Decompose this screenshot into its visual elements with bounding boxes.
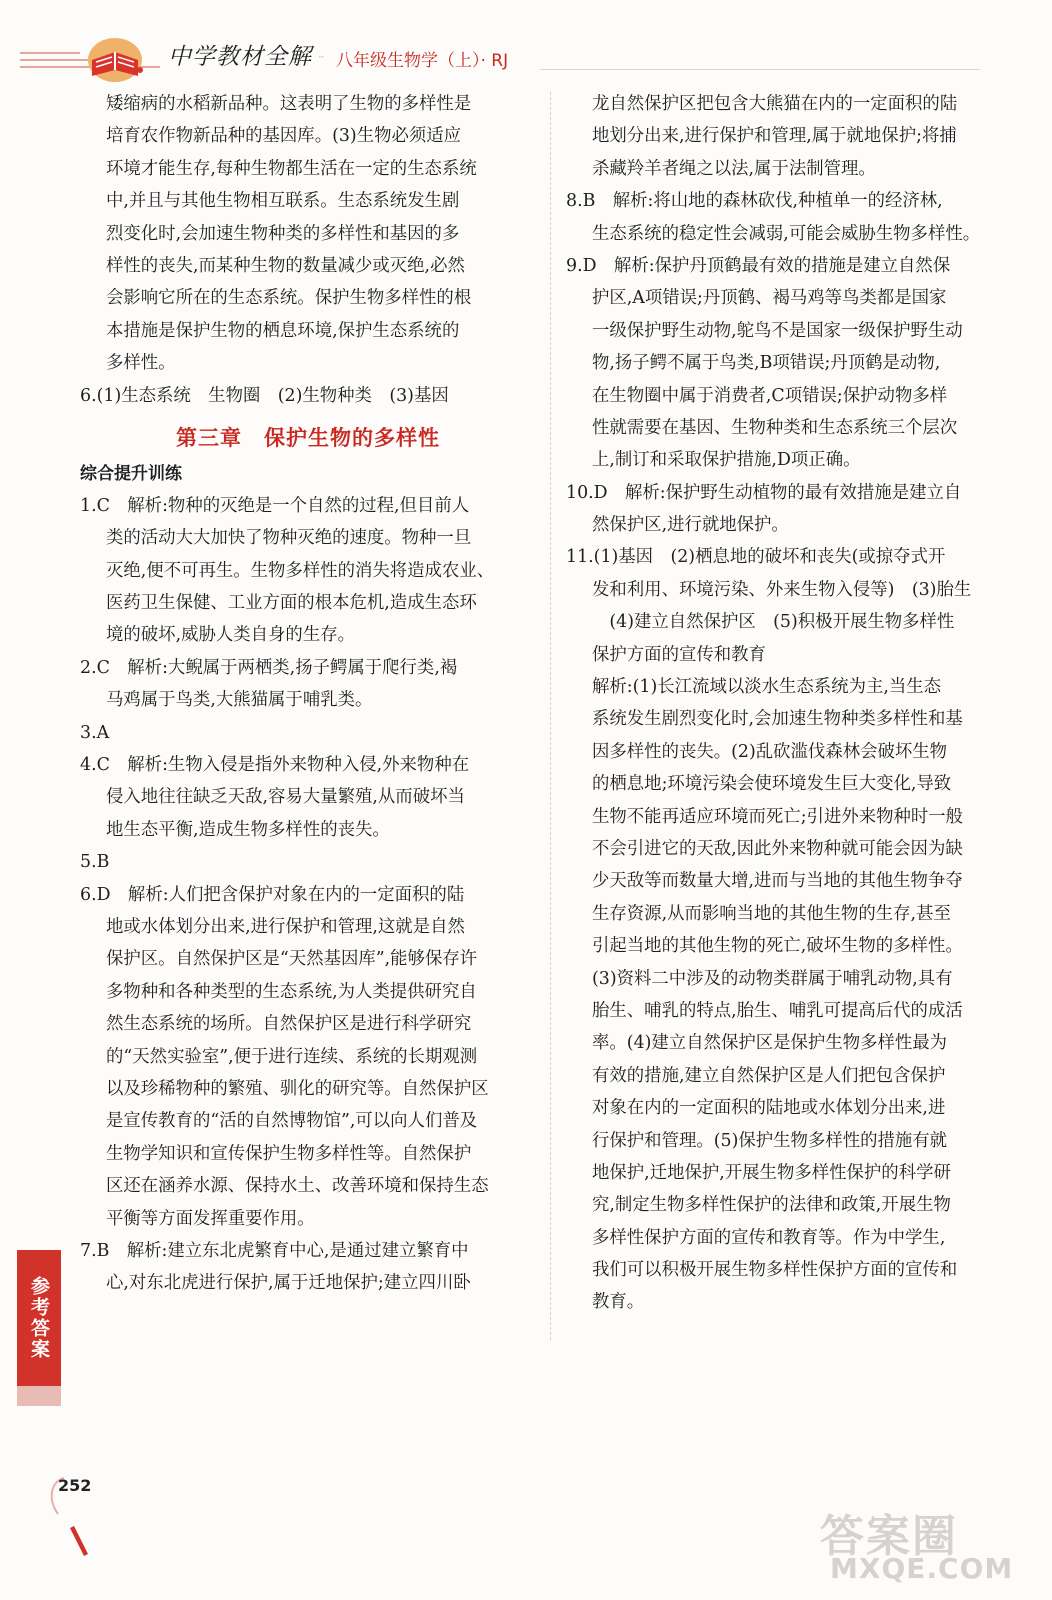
text-line: 然生态系统的场所。自然保护区是进行科学研究 — [106, 1014, 472, 1035]
text-line: 会影响它所在的生态系统。保护生物多样性的根 — [106, 288, 472, 309]
text-line: 少天敌等而数量大增,进而与当地的其他生物争夺 — [592, 871, 963, 892]
text-line: 5.B — [80, 852, 110, 873]
text-line: 胎生、哺乳的特点,胎生、哺乳可提高后代的成活 — [592, 1000, 963, 1021]
text-line: 以及珍稀物种的繁殖、驯化的研究等。自然保护区 — [106, 1078, 489, 1099]
right-column — [566, 88, 1002, 1319]
text-line: 有效的措施,建立自然保护区是人们把包含保护 — [592, 1065, 946, 1086]
text-line: 物,扬子鳄不属于鸟类,B项错误;丹顶鹤是动物, — [592, 353, 941, 374]
text-line: 本措施是保护生物的栖息环境,保护生态系统的 — [106, 320, 460, 341]
text-line: 地生态平衡,造成生物多样性的丧失。 — [106, 819, 390, 840]
text-line: 因多样性的丧失。(2)乱砍滥伐森林会破坏生物 — [592, 741, 948, 762]
text-line: 生态系统的稳定性会减弱,可能会威胁生物多样性。 — [592, 223, 981, 244]
text-line: 多样性保护方面的宣传和教育等。作为中学生, — [592, 1227, 946, 1248]
text-line: 境的破坏,威胁人类自身的生存。 — [106, 625, 355, 646]
header-dots: ·· — [318, 50, 324, 64]
text-line: 地或水体划分出来,进行保护和管理,这就是自然 — [106, 916, 465, 937]
text-line: 究,制定生物多样性保护的法律和政策,开展生物 — [592, 1195, 951, 1216]
text-line: 发和利用、环境污染、外来生物入侵等) (3)胎生 — [592, 579, 972, 600]
text-line: 对象在内的一定面积的陆地或水体划分出来,进 — [592, 1098, 946, 1119]
text-line: (4)建立自然保护区 (5)积极开展生物多样性 — [592, 612, 955, 633]
column-divider — [550, 92, 551, 1340]
text-line: 教育。 — [592, 1292, 645, 1313]
text-line: 保护区。自然保护区是“天然基因库”,能够保存许 — [106, 949, 478, 970]
section-heading: 综合提升训练 — [80, 463, 182, 484]
text-line: 2.C 解析:大鲵属于两栖类,扬子鳄属于爬行类,褐 — [80, 657, 458, 678]
text-line: 在生物圈中属于消费者,C项错误;保护动物多样 — [592, 385, 948, 406]
text-line: 我们可以积极开展生物多样性保护方面的宣传和 — [592, 1260, 958, 1281]
text-line: 10.D 解析:保护野生动植物的最有效措施是建立自 — [566, 482, 962, 503]
text-line: 生物不能再适应环境而死亡;引进外来物种时一般 — [592, 806, 964, 827]
text-line: 生物学知识和宣传保护生物多样性等。自然保护 — [106, 1143, 472, 1164]
text-line: 的栖息地;环境污染会使环境发生巨大变化,导致 — [592, 774, 952, 795]
text-line: 样性的丧失,而某种生物的数量减少或灭绝,必然 — [106, 255, 465, 276]
text-line: 一级保护野生动物,鸵鸟不是国家一级保护野生动 — [592, 320, 963, 341]
text-line: 生存资源,从而影响当地的其他生物的生存,甚至 — [592, 903, 951, 924]
page-number: 252 — [58, 1476, 92, 1495]
text-line: 烈变化时,会加速生物种类的多样性和基因的多 — [106, 223, 460, 244]
text-line: 行保护和管理。(5)保护生物多样性的措施有就 — [592, 1130, 948, 1151]
text-line: 矮缩病的水稻新品种。这表明了生物的多样性是 — [106, 94, 472, 114]
watermark-url: MXQE.COM — [830, 1552, 1014, 1585]
text-line: 4.C 解析:生物入侵是指外来物种入侵,外来物种在 — [80, 755, 470, 776]
text-line: 的“天然实验室”,便于进行连续、系统的长期观测 — [106, 1046, 478, 1067]
text-line: 医药卫生保健、工业方面的根本危机,造成生态环 — [106, 593, 477, 614]
text-line: 6.(1)生态系统 生物圈 (2)生物种类 (3)基因 — [80, 385, 449, 406]
text-line: 杀藏羚羊者绳之以法,属于法制管理。 — [592, 158, 876, 179]
left-column — [80, 88, 536, 1300]
text-line: 是宣传教育的“活的自然博物馆”,可以向人们普及 — [106, 1111, 478, 1132]
text-line: 灭绝,便不可再生。生物多样性的消失将造成农业、 — [106, 560, 495, 581]
text-line: 心,对东北虎进行保护,属于迁地保护;建立四川卧 — [106, 1273, 471, 1294]
text-line: 龙自然保护区把包含大熊猫在内的一定面积的陆 — [592, 94, 958, 114]
text-line: 1.C 解析:物种的灭绝是一个自然的过程,但目前人 — [80, 495, 470, 516]
text-line: 3.A — [80, 722, 110, 743]
text-line: 解析:(1)长江流域以淡水生态系统为主,当生态 — [592, 677, 942, 698]
text-line: 7.B 解析:建立东北虎繁育中心,是通过建立繁育中 — [80, 1240, 469, 1261]
text-line: 引起当地的其他生物的死亡,破坏生物的多样性。 — [592, 936, 963, 957]
book-subtitle: 八年级生物学（上）· RJ — [336, 51, 509, 71]
text-line: 11.(1)基因 (2)栖息地的破坏和丧失(或掠夺式开 — [566, 547, 946, 568]
text-line: 马鸡属于鸟类,大熊猫属于哺乳类。 — [106, 690, 373, 711]
text-line: 地保护,迁地保护,开展生物多样性保护的科学研 — [592, 1162, 951, 1183]
chapter-title: 第三章 保护生物的多样性 — [176, 425, 440, 450]
text-line: 区还在涵养水源、保持水土、改善环境和保持生态 — [106, 1176, 489, 1197]
text-line: 性就需要在基因、生物种类和生态系统三个层次 — [592, 417, 958, 438]
text-line: 上,制订和采取保护措施,D项正确。 — [592, 450, 861, 471]
book-title: 中学教材全解 — [168, 44, 312, 70]
text-line: 环境才能生存,每种生物都生活在一定的生态系统 — [106, 158, 477, 179]
text-line: 系统发生剧烈变化时,会加速生物种类多样性和基 — [592, 709, 963, 730]
text-line: 多样性。 — [106, 353, 176, 374]
text-line: 类的活动大大加快了物种灭绝的速度。物种一旦 — [106, 528, 472, 549]
answers-side-tab: 参考答案 — [17, 1250, 61, 1386]
text-line: 6.D 解析:人们把含保护对象在内的一定面积的陆 — [80, 884, 465, 905]
text-line: 中,并且与其他生物相互联系。生态系统发生剧 — [106, 191, 460, 212]
text-line: 率。(4)建立自然保护区是保护生物多样性最为 — [592, 1033, 948, 1054]
text-line: 不会引进它的天敌,因此外来物种就可能会因为缺 — [592, 838, 963, 859]
text-line: 侵入地往往缺乏天敌,容易大量繁殖,从而破坏当 — [106, 787, 465, 808]
text-line: 多物种和各种类型的生态系统,为人类提供研究自 — [106, 981, 477, 1002]
page-header — [0, 0, 1052, 90]
text-line: 护区,A项错误;丹顶鹤、褐马鸡等鸟类都是国家 — [592, 288, 947, 309]
book-logo-icon — [82, 30, 148, 86]
text-line: 9.D 解析:保护丹顶鹤最有效的措施是建立自然保 — [566, 255, 951, 276]
text-line: 然保护区,进行就地保护。 — [592, 515, 789, 536]
text-line: 地划分出来,进行保护和管理,属于就地保护;将捕 — [592, 126, 957, 147]
watermark — [820, 1500, 1030, 1590]
text-line: 8.B 解析:将山地的森林砍伐,种植单一的经济林, — [566, 191, 943, 212]
watermark-brand: 答案圈 — [820, 1511, 958, 1562]
side-tab-strip — [17, 1386, 61, 1406]
text-line: 平衡等方面发挥重要作用。 — [106, 1208, 315, 1229]
text-line: 培育农作物新品种的基因库。(3)生物必须适应 — [106, 126, 462, 147]
text-line: 保护方面的宣传和教育 — [592, 644, 766, 665]
text-line: (3)资料二中涉及的动物类群属于哺乳动物,具有 — [592, 968, 953, 989]
header-rule — [540, 69, 980, 70]
